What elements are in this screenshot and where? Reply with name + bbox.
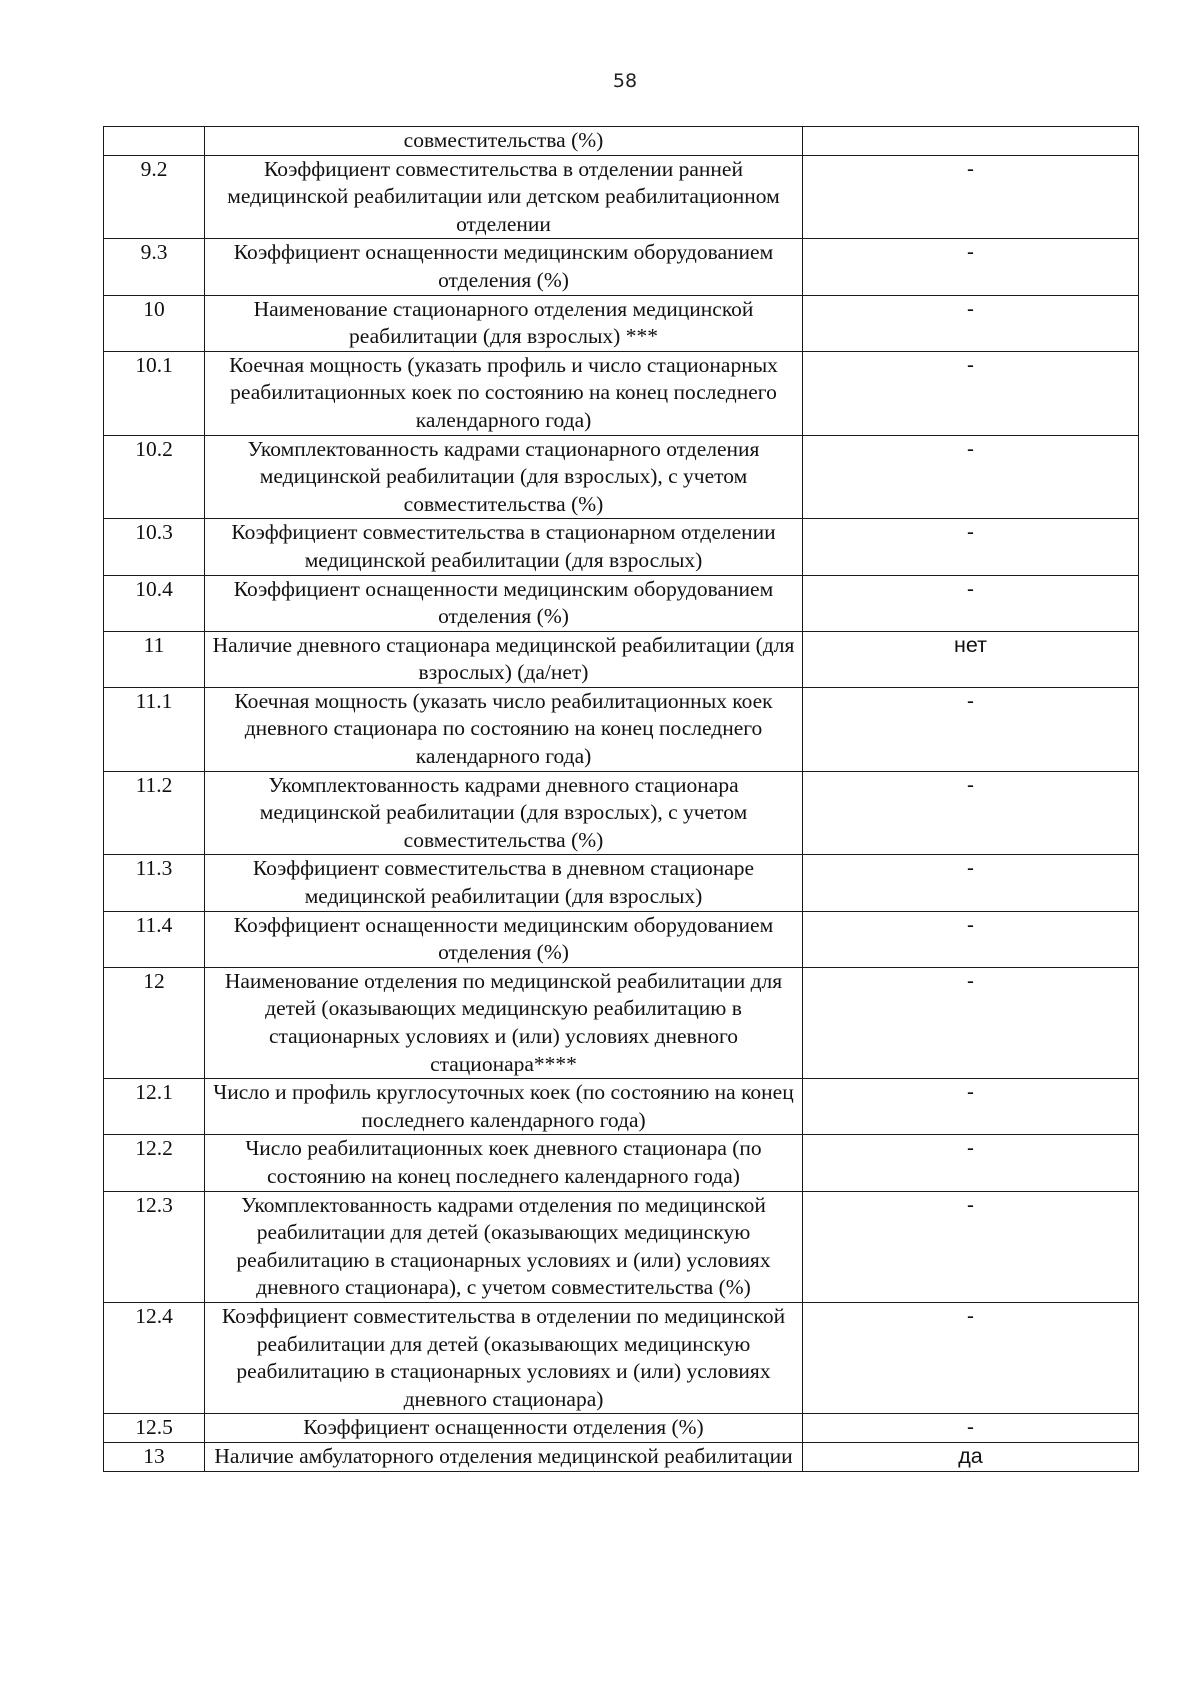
row-number-cell: 11.2 bbox=[104, 771, 205, 855]
indicator-name-cell: Коэффициент оснащенности отделения (%) bbox=[205, 1414, 803, 1443]
indicators-table bbox=[103, 126, 1139, 1472]
table-row bbox=[104, 295, 1139, 351]
indicator-value-cell: - bbox=[803, 351, 1139, 435]
row-number-cell: 12.5 bbox=[104, 1414, 205, 1443]
indicator-value-cell: - bbox=[803, 1414, 1139, 1443]
indicator-value-cell: - bbox=[803, 295, 1139, 351]
indicator-value-cell: - bbox=[803, 771, 1139, 855]
table-row bbox=[104, 1302, 1139, 1413]
table-row bbox=[104, 911, 1139, 967]
indicator-value-cell: - bbox=[803, 435, 1139, 519]
row-number-cell: 10.1 bbox=[104, 351, 205, 435]
indicator-value-cell bbox=[803, 127, 1139, 156]
table-row bbox=[104, 855, 1139, 911]
row-number-cell: 11.4 bbox=[104, 911, 205, 967]
table-body bbox=[104, 127, 1139, 1472]
row-number-cell: 13 bbox=[104, 1442, 205, 1471]
indicator-value-cell: - bbox=[803, 967, 1139, 1078]
indicator-name-cell: Укомплектованность кадрами отделения по медицинской реабилитации для детей (оказывающих медицинскую реабилитацию в стационарных условиях и (или) условиях дневного стационара), с учетом совместительства (%) bbox=[205, 1191, 803, 1302]
row-number-cell bbox=[104, 127, 205, 156]
table-row bbox=[104, 155, 1139, 239]
row-number-cell: 11.3 bbox=[104, 855, 205, 911]
page-number: 58 bbox=[612, 70, 638, 92]
row-number-cell: 10.2 bbox=[104, 435, 205, 519]
table-row bbox=[104, 687, 1139, 771]
indicator-name-cell: Наличие амбулаторного отделения медицинской реабилитации bbox=[205, 1442, 803, 1471]
indicator-value-cell: - bbox=[803, 155, 1139, 239]
indicator-value-cell: - bbox=[803, 1135, 1139, 1191]
table-row bbox=[104, 519, 1139, 575]
indicator-value-cell: - bbox=[803, 239, 1139, 295]
indicator-name-cell: Число и профиль круглосуточных коек (по состоянию на конец последнего календарного года) bbox=[205, 1079, 803, 1135]
table-row bbox=[104, 1414, 1139, 1443]
row-number-cell: 12.2 bbox=[104, 1135, 205, 1191]
indicator-value-cell: - bbox=[803, 1302, 1139, 1413]
row-number-cell: 12.1 bbox=[104, 1079, 205, 1135]
indicator-name-cell: Коэффициент совместительства в стационарном отделении медицинской реабилитации (для взрослых) bbox=[205, 519, 803, 575]
row-number-cell: 12.3 bbox=[104, 1191, 205, 1302]
indicator-name-cell: Коечная мощность (указать число реабилитационных коек дневного стационара по состоянию на конец последнего календарного года) bbox=[205, 687, 803, 771]
row-number-cell: 11 bbox=[104, 631, 205, 687]
indicator-name-cell: Наименование стационарного отделения медицинской реабилитации (для взрослых) *** bbox=[205, 295, 803, 351]
table-row bbox=[104, 239, 1139, 295]
table-row bbox=[104, 1135, 1139, 1191]
indicator-value-cell: - bbox=[803, 519, 1139, 575]
indicator-value-cell: нет bbox=[803, 631, 1139, 687]
table-row bbox=[104, 1191, 1139, 1302]
indicator-name-cell: Коечная мощность (указать профиль и число стационарных реабилитационных коек по состоянию на конец последнего календарного года) bbox=[205, 351, 803, 435]
row-number-cell: 11.1 bbox=[104, 687, 205, 771]
indicator-name-cell: Коэффициент оснащенности медицинским оборудованием отделения (%) bbox=[205, 575, 803, 631]
table-row bbox=[104, 127, 1139, 156]
indicator-name-cell: Укомплектованность кадрами стационарного отделения медицинской реабилитации (для взрослых), с учетом совместительства (%) bbox=[205, 435, 803, 519]
indicator-name-cell: совместительства (%) bbox=[205, 127, 803, 156]
indicator-value-cell: - bbox=[803, 855, 1139, 911]
indicator-value-cell: - bbox=[803, 575, 1139, 631]
indicator-name-cell: Наименование отделения по медицинской реабилитации для детей (оказывающих медицинскую реабилитацию в стационарных условиях и (или) условиях дневного стационара**** bbox=[205, 967, 803, 1078]
table-row bbox=[104, 1079, 1139, 1135]
indicator-value-cell: - bbox=[803, 687, 1139, 771]
row-number-cell: 10 bbox=[104, 295, 205, 351]
table-row bbox=[104, 631, 1139, 687]
indicator-name-cell: Коэффициент совместительства в отделении по медицинской реабилитации для детей (оказывающих медицинскую реабилитацию в стационарных условиях и (или) условиях дневного стационара) bbox=[205, 1302, 803, 1413]
table-row bbox=[104, 967, 1139, 1078]
table-row bbox=[104, 435, 1139, 519]
row-number-cell: 9.3 bbox=[104, 239, 205, 295]
indicator-name-cell: Укомплектованность кадрами дневного стационара медицинской реабилитации (для взрослых), с учетом совместительства (%) bbox=[205, 771, 803, 855]
indicator-name-cell: Коэффициент совместительства в отделении ранней медицинской реабилитации или детском реабилитационном отделении bbox=[205, 155, 803, 239]
indicator-value-cell: - bbox=[803, 1191, 1139, 1302]
indicator-name-cell: Число реабилитационных коек дневного стационара (по состоянию на конец последнего календарного года) bbox=[205, 1135, 803, 1191]
row-number-cell: 9.2 bbox=[104, 155, 205, 239]
indicator-value-cell: - bbox=[803, 1079, 1139, 1135]
table-row bbox=[104, 1442, 1139, 1471]
indicator-name-cell: Наличие дневного стационара медицинской реабилитации (для взрослых) (да/нет) bbox=[205, 631, 803, 687]
row-number-cell: 10.4 bbox=[104, 575, 205, 631]
table-row bbox=[104, 351, 1139, 435]
table-row bbox=[104, 771, 1139, 855]
indicator-name-cell: Коэффициент оснащенности медицинским оборудованием отделения (%) bbox=[205, 911, 803, 967]
indicator-name-cell: Коэффициент оснащенности медицинским оборудованием отделения (%) bbox=[205, 239, 803, 295]
row-number-cell: 12 bbox=[104, 967, 205, 1078]
indicator-name-cell: Коэффициент совместительства в дневном стационаре медицинской реабилитации (для взрослых) bbox=[205, 855, 803, 911]
table-row bbox=[104, 575, 1139, 631]
indicator-value-cell: - bbox=[803, 911, 1139, 967]
row-number-cell: 12.4 bbox=[104, 1302, 205, 1413]
indicator-value-cell: да bbox=[803, 1442, 1139, 1471]
row-number-cell: 10.3 bbox=[104, 519, 205, 575]
